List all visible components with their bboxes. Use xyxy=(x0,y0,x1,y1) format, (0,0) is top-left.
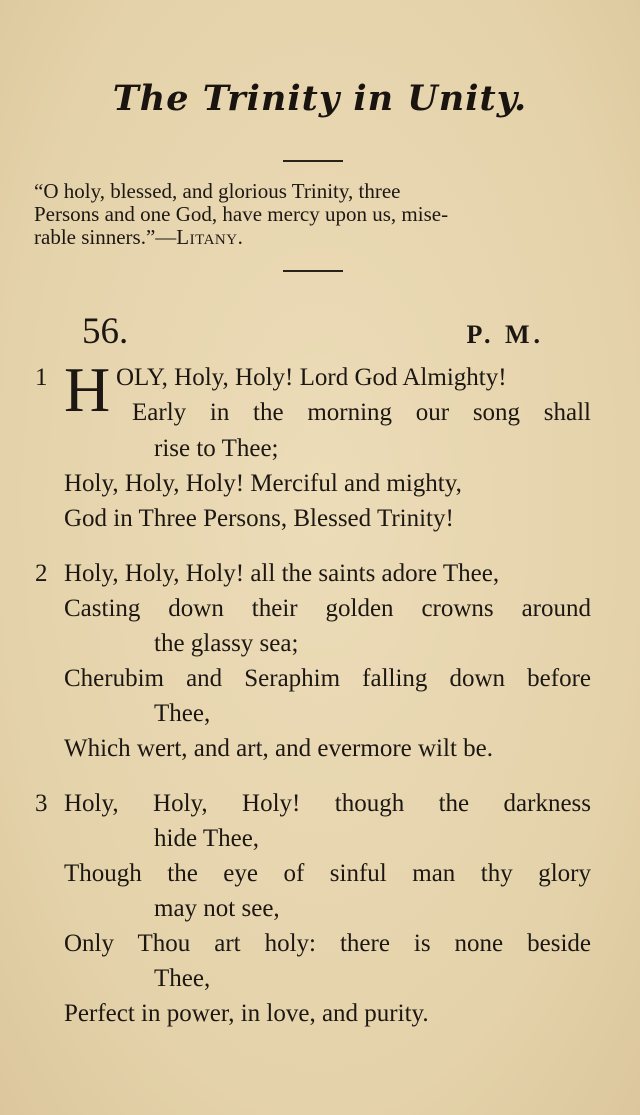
section-title: The Trinity in Unity. xyxy=(112,78,528,119)
verse-line: Though the eye of sinful man thy glory xyxy=(64,860,591,887)
epigraph-source: Litany. xyxy=(176,225,244,249)
hymn-number: 56. xyxy=(82,311,129,352)
divider-top xyxy=(283,160,343,162)
verse-line: rise to Thee; xyxy=(154,435,279,462)
epigraph-line-1: “O holy, blessed, and glorious Trinity, three xyxy=(34,179,401,203)
verse-line: the glassy sea; xyxy=(154,630,299,657)
verse-line: OLY, Holy, Holy! Lord God Almighty! xyxy=(116,364,507,391)
hymn-meter: P. M. xyxy=(466,320,544,349)
divider-bottom xyxy=(283,270,343,272)
verse-line: Thee, xyxy=(154,965,211,992)
verse-number: 2 xyxy=(35,560,48,587)
drop-cap: H xyxy=(64,354,111,425)
verse-number: 1 xyxy=(35,364,48,391)
verse-line: Casting down their golden crowns around xyxy=(64,595,591,622)
epigraph xyxy=(34,180,590,249)
verse-line: Holy, Holy, Holy! all the saints adore Thee, xyxy=(64,560,500,587)
epigraph-line-2: Persons and one God, have mercy upon us, mise- xyxy=(34,202,449,226)
verse-line: hide Thee, xyxy=(154,825,260,852)
verse-line: Which wert, and art, and evermore wilt be. xyxy=(64,735,493,762)
verse-line: Holy, Holy, Holy! Merciful and mighty, xyxy=(64,470,462,497)
epigraph-text: rable sinners.”— xyxy=(34,225,177,249)
verse-line: Early in the morning our song shall xyxy=(132,399,591,426)
verse-line: Holy, Holy, Holy! though the darkness xyxy=(64,790,591,817)
epigraph-line-3 xyxy=(34,226,590,249)
verse-line: Perfect in power, in love, and purity. xyxy=(64,1000,429,1027)
verse-line: Only Thou art holy: there is none beside xyxy=(64,930,591,957)
verse-line: Cherubim and Seraphim falling down before xyxy=(64,665,591,692)
verse-number: 3 xyxy=(35,790,48,817)
verse-line: may not see, xyxy=(154,895,280,922)
verse-line: God in Three Persons, Blessed Trinity! xyxy=(64,505,454,532)
verse-line: Thee, xyxy=(154,700,211,727)
